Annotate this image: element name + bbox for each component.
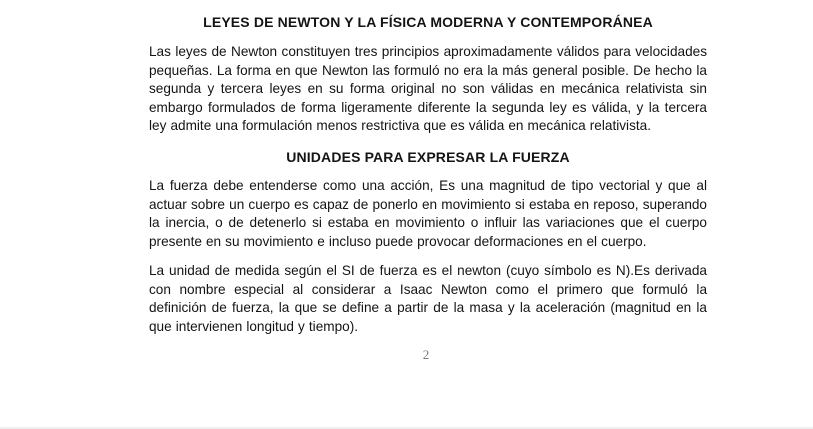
page-number: 2 — [422, 347, 430, 362]
previous-page-edge — [148, 0, 708, 4]
paragraph-newton-unit: La unidad de medida según el SI de fuerza es el newton (cuyo símbolo es N).Es derivada con nombre especial al considerar a Isaac Newton como el primero que formuló la definición de fuerza, la que se define a partir de la masa y la aceleración (magnitud en la que intervienen longitud y tiempo). — [149, 263, 707, 334]
paragraph-newton-laws: Las leyes de Newton constituyen tres principios aproximadamente válidos para velocidades pequeñas. La forma en que Newton las formuló no era la más general posible. De hecho la segunda y tercera leyes en su forma original no son válidas en mecánica relativista sin embargo formulados de forma ligeramente diferente la segunda ley es válida, y la tercera ley admite una formulación menos restrictiva que es válida en mecánica relativista. — [149, 44, 707, 134]
paragraph-force-definition: La fuerza debe entenderse como una acción, Es una magnitud de tipo vectorial y que al actuar sobre un cuerpo es capaz de ponerlo en movimiento si estaba en reposo, superando la inercia, o de detenerlo si estaba en movimiento o influir las variaciones que el cuerpo presente en su movimiento e incluso puede provocar deformaciones en el cuerpo. — [149, 178, 707, 249]
section-title-force-units: UNIDADES PARA EXPRESAR LA FUERZA — [286, 149, 570, 165]
section-title-newton-physics: LEYES DE NEWTON Y LA FÍSICA MODERNA Y CONTEMPORÁNEA — [203, 14, 653, 30]
